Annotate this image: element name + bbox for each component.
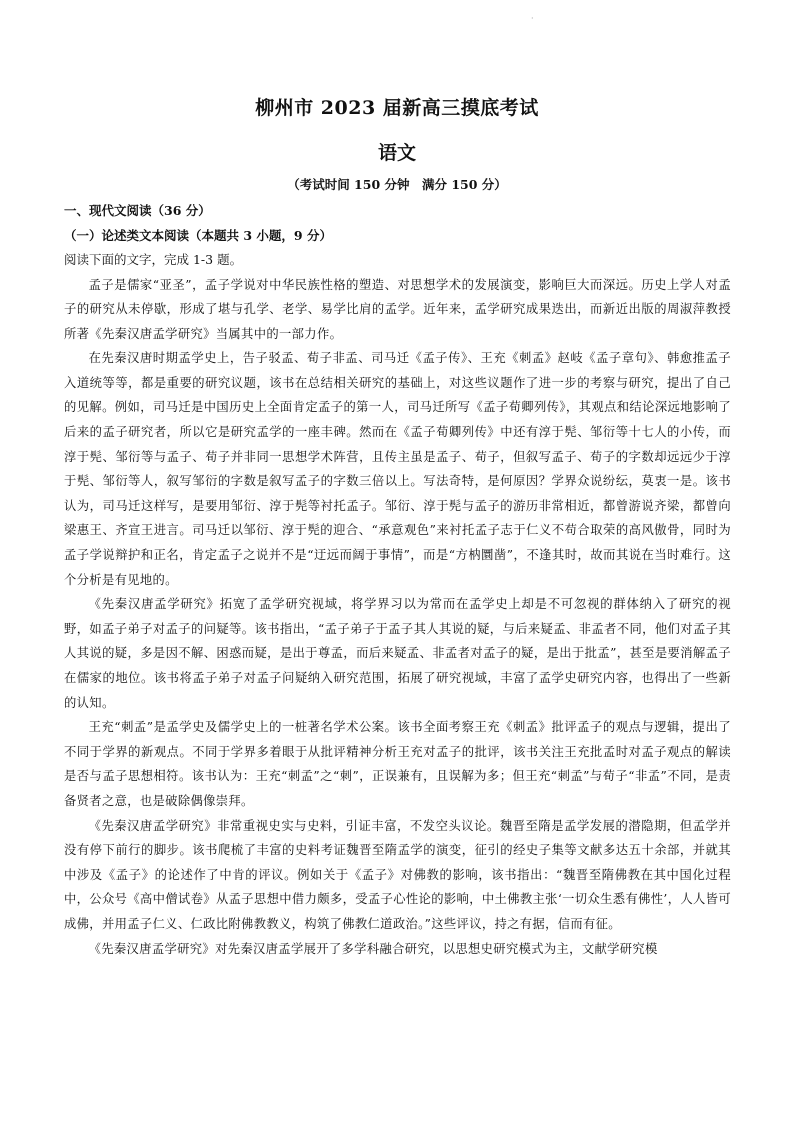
paragraph-4: 王充“刺孟”是孟学史及儒学史上的一桩著名学术公案。该书全面考察王充《刺孟》批评孟子的观点与逻辑，提出了不同于学界的新观点。不同于学界多着眼于从批评精神分析王充对孟子的批评，该书关注王充批孟时对孟子观点的解读是否与孟子思想相符。该书认为：王充“刺孟”之“刺”，正误兼有，且误解为多；但王充“刺孟”与荀子“非孟”不同，是责备贤者之意，也是破除偶像崇拜。: [64, 720, 731, 808]
reading-instruction: 阅读下面的文字，完成 1-3 题。: [64, 252, 243, 267]
paragraph-1: 孟子是儒家“亚圣”，孟子学说对中华民族性格的塑造、对思想学术的发展演变，影响巨大而深远。历史上学人对孟子的研究从未停歇，形成了堪与孔学、老学、易学比肩的孟学。近年来，孟学研究成果迭出，而新近出版的周淑萍教授所著《先秦汉唐孟学研究》当属其中的一部力作。: [64, 277, 731, 341]
exam-info: （考试时间 150 分钟 满分 150 分）: [287, 177, 507, 192]
paragraph-3: 《先秦汉唐孟学研究》拓宽了孟学研究视域，将学界习以为常而在孟学史上却是不可忽视的群体纳入了研究的视野，如孟子弟子对孟子的问疑等。该书指出，“孟子弟子于孟子其人其说的疑，与后来疑孟、非孟者不同，他们对孟子其人其说的疑，多是因不解、困惑而疑，是出于尊孟，而后来疑孟、非孟者对孟子的疑，是出于批孟”，甚至是要消解孟子在儒家的地位。该书将孟子弟子对孟子问疑纳入研究范围，拓展了研究视域，丰富了孟学史研究内容，也得出了一些新的认知。: [64, 597, 731, 710]
section-heading: 一、现代文阅读（36 分）: [64, 203, 211, 218]
document-body: [64, 199, 731, 961]
paragraph-5: 《先秦汉唐孟学研究》非常重视史实与史料，引证丰富，不发空头议论。魏晋至隋是孟学发展的潜隐期，但孟学并没有停下前行的脚步。该书爬梳了丰富的史料考证魏晋至隋孟学的演变，征引的经史子集等文献多达五十余部，并就其中涉及《孟子》的论述作了中肯的评议。例如关于《孟子》对佛教的影响，该书指出：“魏晋至隋佛教在其中国化过程中，公众号《高中僧试卷》从孟子思想中借力颇多，受孟子心性论的影响，中土佛教主张‘一切众生悉有佛性’，人人皆可成佛，并用孟子仁义、仁政比附佛教教义，构筑了佛教仁道政治。”这些评议，持之有据，信而有征。: [64, 818, 731, 931]
corner-mark: ·: [531, 14, 534, 23]
part-heading: （一）论述类文本阅读（本题共 3 小题，9 分）: [64, 227, 332, 243]
exam-title: 柳州市 2023 届新高三摸底考试: [255, 97, 539, 119]
paragraph-2: 在先秦汉唐时期孟学史上，告子驳孟、荀子非孟、司马迁《孟子传》、王充《刺孟》赵岐《孟子章句》、韩愈推孟子入道统等等，都是重要的研究议题，该书在总结相关研究的基础上，对这些议题作了进一步的考察与研究，提出了自己的见解。例如，司马迁是中国历史上全面肯定孟子的第一人，司马迁所写《孟子荀卿列传》，其观点和结论深远地影响了后来的孟子研究者，所以它是研究孟学的一座丰碑。然而在《孟子荀卿列传》中还有淳于髡、邹衍等十七人的小传，而淳于髡、邹衍等与孟子、荀子并非同一思想学术阵营，且传主虽是孟子、荀子，但叙写孟子、荀子的字数却远远少于淳于髡、邹衍等人，叙写邹衍的字数是叙写孟子的字数三倍以上。写法奇特，是何原因？学界众说纷纭，莫衷一是。该书认为，司马迁这样写，是要用邹衍、淳于髡等衬托孟子。邹衍、淳于髡与孟子的游历非常相近，都曾游说齐梁，都曾向梁惠王、齐宣王进言。司马迁以邹衍、淳于髡的迎合、“承意观色”来衬托孟子志于仁义不苟合取荣的高风傲骨，同时为孟子学说辩护和正名，肯定孟子之说并不是“迂远而阔于事情”，而是“方枘圜凿”，不逢其时，故而其说在当时难行。这个分析是有见地的。: [64, 351, 731, 587]
subject-title: 语文: [377, 142, 416, 164]
paragraph-6: 《先秦汉唐孟学研究》对先秦汉唐孟学展开了多学科融合研究，以思想史研究模式为主，文献学研究模: [88, 941, 658, 956]
